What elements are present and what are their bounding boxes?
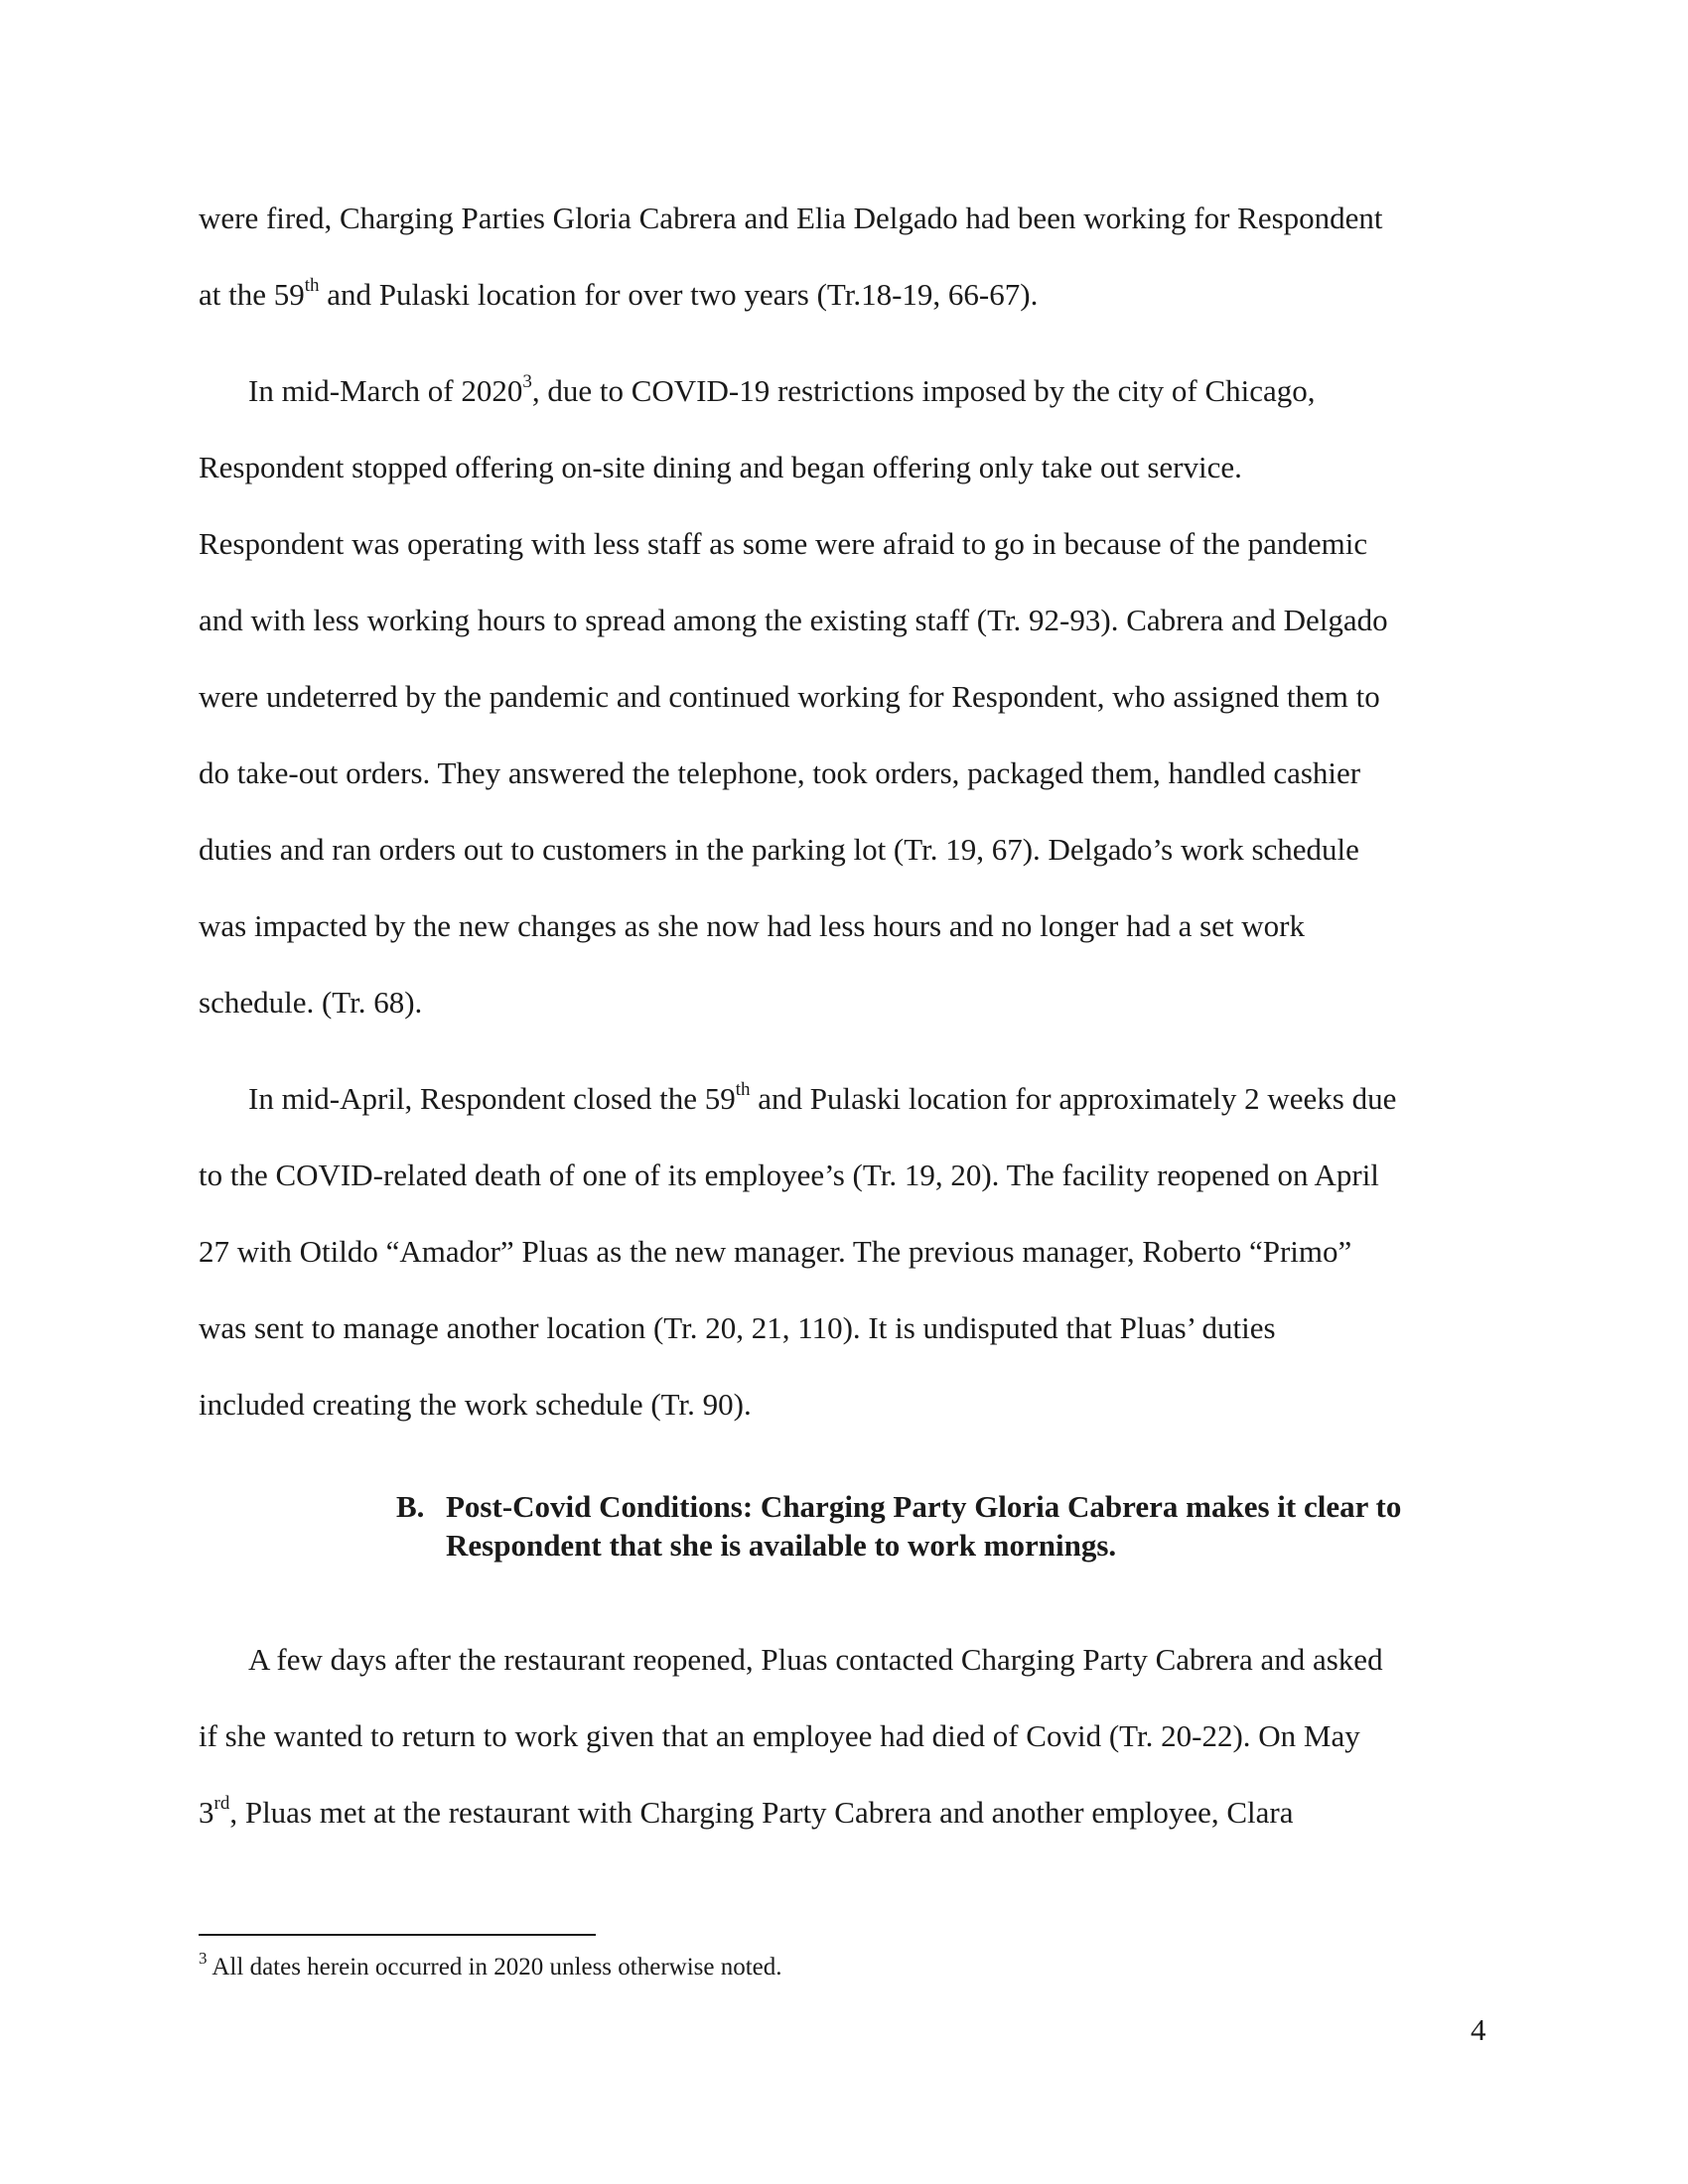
paragraph-line: schedule. (Tr. 68). xyxy=(199,985,423,1020)
section-heading-line: Post-Covid Conditions: Charging Party Gloria Cabrera makes it clear to xyxy=(446,1489,1402,1524)
footnote-text: All dates herein occurred in 2020 unless otherwise noted. xyxy=(207,1954,782,1980)
paragraph-line: In mid-April, Respondent closed the 59th and Pulaski location for approximately 2 weeks due xyxy=(248,1078,1397,1116)
paragraph-line: at the 59th and Pulaski location for over two years (Tr.18-19, 66-67). xyxy=(199,274,1039,312)
superscript: th xyxy=(304,274,320,296)
paragraph-line: Respondent was operating with less staff as some were afraid to go in because of the pandemic xyxy=(199,526,1368,561)
paragraph-line: In mid-March of 2020$^3$, due to COVID-19 restrictions imposed by the city of Chicago, xyxy=(248,370,1316,408)
superscript: th xyxy=(735,1078,751,1100)
paragraph-line: duties and ran orders out to customers in the parking lot (Tr. 19, 67). Delgado’s work schedule xyxy=(199,832,1359,867)
paragraph-line: were undeterred by the pandemic and continued working for Respondent, who assigned them to xyxy=(199,679,1380,714)
paragraph-line: and with less working hours to spread among the existing staff (Tr. 92-93). Cabrera and Delgado xyxy=(199,603,1388,637)
section-heading-letter: B. xyxy=(396,1489,425,1524)
paragraph-line: 27 with Otildo “Amador” Pluas as the new manager. The previous manager, Roberto “Primo” xyxy=(199,1234,1352,1269)
paragraph-line: were fired, Charging Parties Gloria Cabrera and Elia Delgado had been working for Respondent xyxy=(199,201,1383,235)
paragraph-line: if she wanted to return to work given that an employee had died of Covid (Tr. 20-22). On May xyxy=(199,1718,1360,1753)
paragraph-line: Respondent stopped offering on-site dining and began offering only take out service. xyxy=(199,450,1242,484)
paragraph-line: do take-out orders. They answered the telephone, took orders, packaged them, handled cashier xyxy=(199,755,1361,790)
footnote-reference: 3 xyxy=(522,370,532,392)
paragraph-line: included creating the work schedule (Tr. 90). xyxy=(199,1387,752,1422)
paragraph-line: 3rd, Pluas met at the restaurant with Charging Party Cabrera and another employee, Clara xyxy=(199,1792,1294,1830)
footnote xyxy=(199,1948,782,1983)
footnote-marker: 3 xyxy=(199,1948,208,1968)
footnote-separator xyxy=(199,1934,596,1936)
page-number: 4 xyxy=(1471,2012,1486,2047)
paragraph-line: to the COVID-related death of one of its employee’s (Tr. 19, 20). The facility reopened on April xyxy=(199,1158,1379,1192)
section-heading-line: Respondent that she is available to work mornings. xyxy=(446,1528,1117,1563)
paragraph-line: A few days after the restaurant reopened, Pluas contacted Charging Party Cabrera and asked xyxy=(248,1642,1383,1677)
paragraph-line: was impacted by the new changes as she now had less hours and no longer had a set work xyxy=(199,908,1305,943)
superscript: rd xyxy=(213,1792,230,1814)
paragraph-line: was sent to manage another location (Tr. 20, 21, 110). It is undisputed that Pluas’ duties xyxy=(199,1310,1276,1345)
